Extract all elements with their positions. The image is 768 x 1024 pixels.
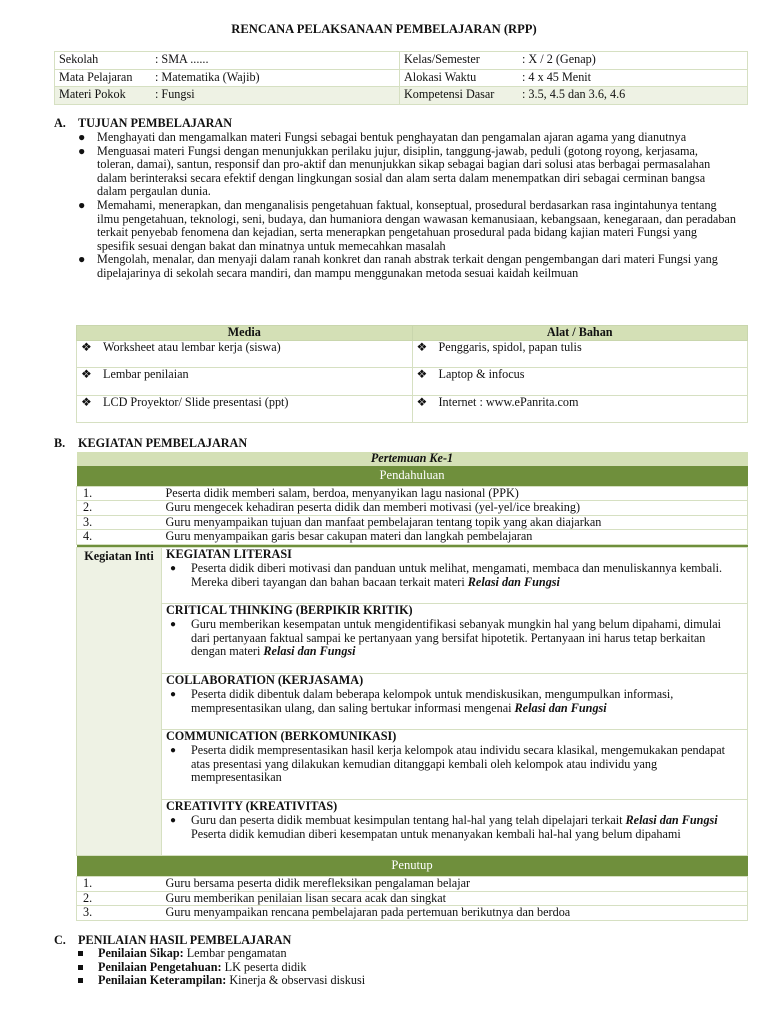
pendahuluan-row — [77, 530, 748, 545]
diamond-bullet-icon: ❖ — [81, 339, 92, 354]
alat-text: Internet : www.ePanrita.com — [438, 394, 579, 409]
section-a-heading — [54, 117, 232, 131]
literasi-topic: Relasi dan Fungsi — [467, 574, 560, 589]
kegiatan-inti-label: Kegiatan Inti — [77, 547, 162, 855]
info-key: Kelas/Semester — [400, 52, 519, 70]
tujuan-text: Menguasai materi Fungsi dengan menunjukkan perilaku jujur, disiplin, tanggung-jawab, peduli (gotong royong, kerjasama, toleran, damai), santun, responsif dan pro-aktif dan menunjukkan sikap sebagai bagian dari solusi atas berbagai permasalahan dalam berinteraksi secara efektif dengan lingkungan sosial dan alam serta dalam menempatkan diri sebagai cerminan bangsa dalam pergaulan dunia. — [97, 143, 711, 199]
bullet-icon: ● — [170, 618, 177, 630]
square-bullet-icon — [78, 951, 83, 956]
item-number: 4. — [77, 530, 162, 545]
media-cell — [77, 368, 413, 396]
penilaian-key: Penilaian Pengetahuan: — [98, 959, 222, 974]
media-row — [77, 395, 748, 423]
pendahuluan-header: Pendahuluan — [77, 466, 748, 487]
comm-body — [162, 744, 748, 800]
bullet-icon: ● — [170, 562, 177, 574]
bullet-icon: ● — [78, 130, 86, 144]
info-key: Materi Pokok — [55, 87, 152, 105]
collab-heading: COLLABORATION (KERJASAMA) — [162, 673, 748, 688]
tujuan-item — [76, 199, 736, 253]
info-value: : SMA ...... — [151, 52, 400, 70]
section-b-heading — [54, 437, 247, 451]
diamond-bullet-icon: ❖ — [81, 367, 92, 382]
tujuan-text: Mengolah, menalar, dan menyaji dalam ranah konkret dan ranah abstrak terkait dengan pengembangan dari materi Fungsi yang dipelajarinya di sekolah secara mandiri, dan mampu menggunakan metoda sesuai kaidah keilmuan — [97, 252, 718, 280]
media-header: Media — [77, 326, 413, 341]
penilaian-item — [76, 961, 365, 975]
collab-topic: Relasi dan Fungsi — [514, 700, 607, 715]
info-key: Alokasi Waktu — [400, 69, 519, 87]
item-text: Peserta didik memberi salam, berdoa, menyanyikan lagu nasional (PPK) — [162, 486, 748, 501]
penilaian-item — [76, 947, 365, 961]
item-text: Guru memberikan penilaian lisan secara acak dan singkat — [162, 891, 748, 906]
diamond-bullet-icon: ❖ — [416, 339, 428, 354]
info-row — [55, 52, 748, 70]
section-title: KEGIATAN PEMBELAJARAN — [78, 436, 248, 450]
alat-text: Laptop & infocus — [438, 367, 525, 382]
kegiatan-table — [76, 452, 748, 921]
media-text: Worksheet atau lembar kerja (siswa) — [103, 339, 281, 354]
item-text: Guru bersama peserta didik merefleksikan pengalaman belajar — [162, 876, 748, 891]
penilaian-list — [76, 947, 365, 988]
section-title: TUJUAN PEMBELAJARAN — [78, 116, 233, 130]
alat-cell — [412, 340, 748, 368]
alat-header: Alat / Bahan — [412, 326, 748, 341]
critical-text: Guru memberikan kesempatan untuk mengidentifikasi sebanyak mungkin hal yang belum dipahami, dimulai dari pertanyaan faktual sampai ke pertanyaan yang bersifat hipotetik. Pertanyaan ini harus tetap berkaitan dengan materi — [191, 616, 722, 659]
tujuan-item — [76, 253, 736, 280]
literasi-body — [162, 562, 748, 604]
item-number: 1. — [77, 876, 162, 891]
critical-body — [162, 618, 748, 674]
item-number: 3. — [77, 515, 162, 530]
media-cell — [77, 340, 413, 368]
item-text: Guru mengecek kehadiran peserta didik dan memberi motivasi (yel-yel/ice breaking) — [162, 501, 748, 516]
penutup-header: Penutup — [77, 855, 748, 876]
info-row — [55, 69, 748, 87]
square-bullet-icon — [78, 978, 83, 983]
penutup-row — [77, 906, 748, 921]
penutup-row — [77, 876, 748, 891]
bullet-icon: ● — [170, 814, 177, 826]
item-text: Guru menyampaikan rencana pembelajaran pada pertemuan berikutnya dan berdoa — [162, 906, 748, 921]
info-value: : Fungsi — [151, 87, 400, 105]
creat-topic: Relasi dan Fungsi — [625, 812, 718, 827]
info-key: Sekolah — [55, 52, 152, 70]
pendahuluan-row — [77, 501, 748, 516]
media-text: LCD Proyektor/ Slide presentasi (ppt) — [103, 394, 289, 409]
info-value: : 4 x 45 Menit — [518, 69, 748, 87]
diamond-bullet-icon: ❖ — [416, 394, 428, 409]
bullet-icon: ● — [170, 688, 177, 700]
creat-text: Guru dan peserta didik membuat kesimpulan tentang hal-hal yang telah dipelajari terkait — [191, 812, 626, 827]
penilaian-value: Lembar pengamatan — [183, 946, 287, 960]
pertemuan-label: Pertemuan Ke-1 — [77, 452, 748, 466]
comm-text: Peserta didik mempresentasikan hasil kerja kelompok atau individu secara klasikal, mengemukakan pendapat atas presentasi yang dilakukan kemudian ditanggapi kembali oleh kelompok atau individu yang mempresentasikan — [191, 742, 726, 785]
item-text: Guru menyampaikan tujuan dan manfaat pembelajaran tentang topik yang akan diajarkan — [162, 515, 748, 530]
comm-heading: COMMUNICATION (BERKOMUNIKASI) — [162, 729, 748, 744]
bullet-icon: ● — [78, 252, 86, 267]
bullet-icon: ● — [78, 143, 86, 158]
media-row — [77, 340, 748, 368]
media-text: Lembar penilaian — [103, 367, 189, 382]
penilaian-key: Penilaian Sikap: — [98, 946, 184, 960]
alat-text: Penggaris, spidol, papan tulis — [438, 339, 582, 354]
penilaian-value: Kinerja & observasi diskusi — [226, 973, 366, 988]
literasi-heading: KEGIATAN LITERASI — [162, 547, 748, 562]
info-key: Mata Pelajaran — [55, 69, 152, 87]
info-value: : X / 2 (Genap) — [518, 52, 748, 70]
tujuan-item — [76, 145, 736, 199]
info-value: : Matematika (Wajib) — [151, 69, 400, 87]
square-bullet-icon — [78, 965, 83, 970]
alat-cell — [412, 395, 748, 423]
pendahuluan-row — [77, 486, 748, 501]
media-table — [76, 325, 748, 423]
collab-text: Peserta didik dibentuk dalam beberapa kelompok untuk mendiskusikan, mengumpulkan informasi, mempresentasikan ulang, dan saling bertukar informasi mengenai — [191, 686, 674, 715]
item-number: 2. — [77, 891, 162, 906]
literasi-text: Peserta didik diberi motivasi dan panduan untuk melihat, mengamati, membaca dan menuliskannya kembali. Mereka diberi tayangan dan bahan bacaan terkait materi — [191, 560, 723, 589]
section-title: PENILAIAN HASIL PEMBELAJARAN — [78, 933, 292, 947]
item-text: Guru menyampaikan garis besar cakupan materi dan langkah pembelajaran — [162, 530, 748, 545]
info-row — [55, 87, 748, 105]
info-table — [54, 51, 748, 105]
bullet-icon: ● — [170, 744, 177, 756]
tujuan-item — [76, 131, 736, 145]
section-number: B. — [54, 436, 66, 450]
critical-heading: CRITICAL THINKING (BERPIKIR KRITIK) — [162, 603, 748, 618]
section-number: A. — [54, 116, 66, 130]
section-number: C. — [54, 933, 66, 947]
item-number: 3. — [77, 906, 162, 921]
media-cell — [77, 395, 413, 423]
creat-heading: CREATIVITY (KREATIVITAS) — [162, 799, 748, 814]
penilaian-value: LK peserta didik — [221, 959, 307, 974]
diamond-bullet-icon: ❖ — [81, 394, 92, 409]
tujuan-text: Menghayati dan mengamalkan materi Fungsi sebagai bentuk penghayatan dan pengamalan ajaran agama yang dianutnya — [97, 130, 687, 144]
penutup-row — [77, 891, 748, 906]
info-value: : 3.5, 4.5 dan 3.6, 4.6 — [518, 87, 748, 105]
media-row — [77, 368, 748, 396]
document-title: RENCANA PELAKSANAAN PEMBELAJARAN (RPP) — [231, 22, 537, 36]
diamond-bullet-icon: ❖ — [416, 367, 428, 382]
tujuan-text: Memahami, menerapkan, dan menganalisis pengetahuan faktual, konseptual, prosedural berdasarkan rasa ingintahunya tentang ilmu pengetahuan, teknologi, seni, budaya, dan humaniora dengan wawasan kemanusiaan, kebangsaan, kenegaraan, dan peradaban terkait penyebab fenomena dan kejadian, serta menerapkan pengetahuan prosedural pada bidang kajian materi Fungsi yang spesifik sesuai dengan bakat dan minatnya untuk memecahkan masalah — [97, 197, 736, 253]
critical-topic: Relasi dan Fungsi — [263, 644, 356, 659]
collab-body — [162, 688, 748, 730]
item-number: 2. — [77, 501, 162, 516]
pendahuluan-row — [77, 515, 748, 530]
alat-cell — [412, 368, 748, 396]
tujuan-list — [76, 131, 736, 281]
item-number: 1. — [77, 486, 162, 501]
creat-body — [162, 814, 748, 856]
penilaian-key: Penilaian Keterampilan: — [98, 973, 227, 988]
penilaian-item — [76, 974, 365, 988]
creat-text-2: Peserta didik kemudian diberi kesempatan untuk menanyakan kembali hal-hal yang belum dipahami — [191, 826, 681, 841]
info-key: Kompetensi Dasar — [400, 87, 519, 105]
bullet-icon: ● — [78, 197, 86, 212]
